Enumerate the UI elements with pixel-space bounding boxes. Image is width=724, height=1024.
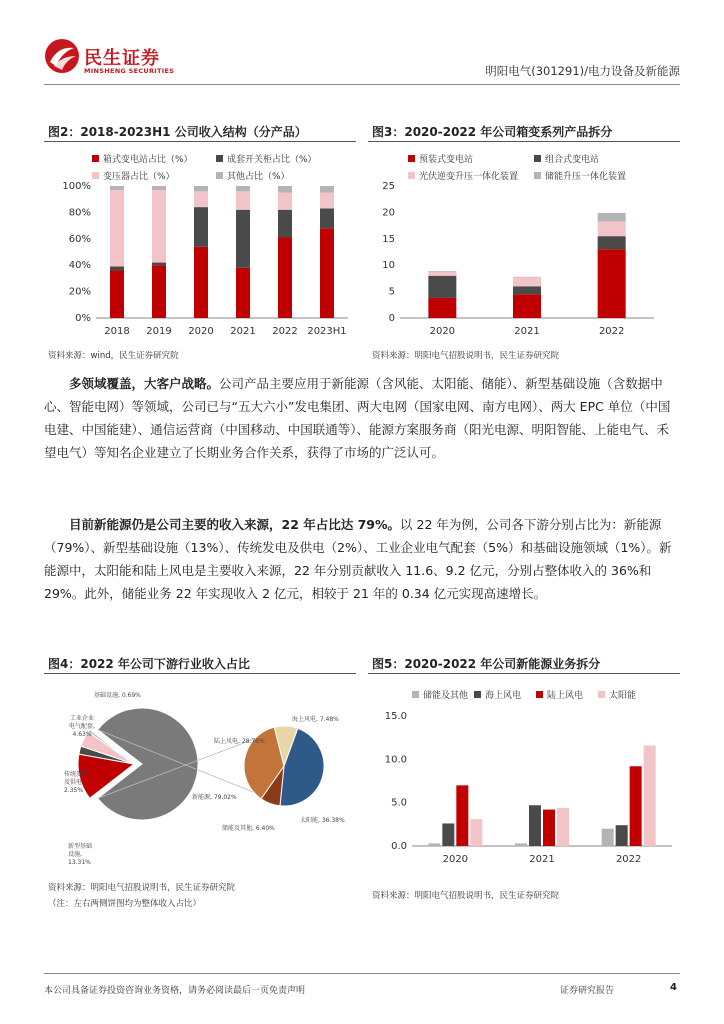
fig5-xtick-2: 2022: [615, 854, 642, 865]
fig3-bar-1-1: [513, 286, 541, 294]
fig3-ytick-4: 20: [382, 207, 395, 219]
fig2-bar-0-0: [110, 270, 124, 318]
fig5-source: 资料来源：明阳电气招股说明书，民生证券研究院: [372, 891, 560, 901]
fig2-bar-2-4: [278, 193, 292, 210]
fig5-bar-2-0: [456, 785, 468, 846]
fig2-bar-0-4: [278, 237, 292, 318]
fig5-bar-1-0: [442, 823, 454, 846]
fig5-bar-3-2: [644, 745, 656, 846]
fig3-ytick-2: 10: [382, 260, 395, 272]
fig3-title-rule: [368, 141, 680, 142]
fig5-xtick-0: 2020: [442, 854, 469, 865]
fig3-bar-2-1: [513, 277, 541, 286]
fig3-bar-0-0: [428, 298, 456, 318]
fig4-title-rule: [44, 673, 356, 674]
paragraph-customers: [44, 372, 680, 464]
footer-disclaimer: 本公司具备证券投资咨询业务资格，请务必阅读最后一页免责声明: [44, 986, 306, 996]
fig2-xtick-4: 2022: [272, 326, 298, 337]
fig5-bar-2-1: [543, 810, 555, 846]
fig5-legend-item-2: [536, 688, 583, 701]
fig5-ytick-1: 5.0: [391, 797, 407, 809]
fig4-label-industrial: 工业企业电气配套, 4.63%: [69, 715, 95, 738]
fig4-label-solar: 太阳能, 36.38%: [300, 817, 345, 824]
fig2-bar-2-0: [110, 190, 124, 267]
fig3-ytick-3: 15: [382, 233, 395, 245]
fig2-bar-0-1: [152, 265, 166, 318]
footer-divider: [44, 973, 680, 974]
fig5-chart: [368, 704, 680, 874]
fig3-bar-3-1: [513, 277, 541, 278]
fig2-ytick-3: 60%: [68, 233, 91, 245]
fig5-legend-item-0: [412, 688, 468, 701]
fig5-legend-swatch-1: [474, 691, 481, 698]
fig4-source: 资料来源：明阳电气招股说明书，民生证券研究院: [48, 883, 236, 893]
paragraph-revenue-body: 以 22 年为例，公司各下游分别占比为：新能源（79%）、新型基础设施（13%）、传统发电及供电（2%）、工业企业电气配套（5%）和基础设施领域（1%）。新能源中，太阳能和陆上风电是主要收入来源，22 年分别贡献收入 11.6、9.2 亿元，分别占整体收入的 36%和 29%。此外，储能业务 22 年实现收入 2 亿元，相较于 21 年的 0.34 亿元实现高速增长。: [44, 517, 672, 601]
fig5-ytick-3: 15.0: [384, 711, 407, 722]
fig3-bar-0-2: [598, 249, 626, 318]
fig2-bar-1-5: [320, 208, 334, 228]
fig5-bar-0-0: [428, 843, 440, 846]
fig4-label-offshore-wind: 海上风电, 7.48%: [292, 716, 339, 723]
fig2-bar-0-2: [194, 247, 208, 318]
fig4-note: （注：左右两侧饼图均为整体收入占比）: [48, 899, 202, 909]
fig5-legend-label-1: 海上风电: [485, 691, 522, 701]
fig3-legend-item-0: [408, 152, 473, 165]
fig2-ytick-2: 40%: [68, 260, 91, 272]
fig2-bar-3-5: [320, 186, 334, 193]
fig5-bar-3-0: [470, 819, 482, 846]
fig2-ytick-0: 0%: [75, 313, 91, 324]
fig3-legend-swatch-1: [534, 155, 541, 162]
fig2-bar-3-4: [278, 186, 292, 193]
page-number: 4: [670, 982, 677, 993]
fig5-bar-3-1: [557, 808, 569, 846]
fig3-bar-3-0: [428, 271, 456, 272]
fig3-legend-item-1: [534, 152, 599, 165]
fig2-bar-2-2: [194, 191, 208, 207]
fig2-bar-2-5: [320, 193, 334, 209]
fig2-xtick-3: 2021: [230, 326, 256, 337]
fig2-legend-label-3: 其他占比（%）: [227, 172, 290, 182]
fig3-chart: [368, 176, 680, 346]
fig2-legend-item-1: [216, 152, 317, 165]
footer-report-type: 证券研究报告: [560, 986, 615, 996]
fig2-legend-item-0: [92, 152, 193, 165]
fig5-legend-label-3: 太阳能: [609, 691, 637, 701]
fig2-ytick-1: 20%: [68, 286, 91, 298]
fig2-xtick-0: 2018: [104, 326, 130, 337]
fig2-title: 图2：2018-2023H1 公司收入结构（分产品）: [48, 125, 307, 139]
fig2-ytick-4: 80%: [68, 207, 91, 219]
fig2-xtick-5: 2023H1: [307, 326, 347, 337]
fig2-bar-3-2: [194, 186, 208, 191]
fig2-bar-3-1: [152, 186, 166, 190]
fig3-ytick-0: 0: [388, 313, 395, 324]
fig5-legend-item-1: [474, 688, 521, 701]
fig3-source: 资料来源：明阳电气招股说明书，民生证券研究院: [372, 351, 560, 361]
fig5-legend-label-2: 陆上风电: [547, 691, 584, 701]
paragraph-revenue-source: [44, 513, 680, 605]
fig3-legend-label-0: 预装式变电站: [419, 155, 474, 165]
fig4-label-new-energy: 新能源, 79.02%: [192, 794, 237, 801]
minsheng-logo-icon: [44, 38, 80, 74]
fig3-bar-2-0: [428, 272, 456, 276]
fig5-ytick-0: 0.0: [391, 841, 407, 852]
fig3-bar-1-2: [598, 236, 626, 249]
brand-name-cn: 民生证券: [84, 48, 160, 69]
fig3-bar-3-2: [598, 213, 626, 221]
fig3-bar-1-0: [428, 276, 456, 298]
fig4-label-infrastructure: 基础设施, 0.69%: [94, 692, 141, 699]
paragraph-customers-lead: 多领域覆盖，大客户战略。: [69, 376, 220, 391]
fig2-xtick-1: 2019: [146, 326, 172, 337]
header-report-subject: 明阳电气(301291)/电力设备及新能源: [485, 64, 680, 78]
fig5-xtick-1: 2021: [529, 854, 555, 865]
fig5-bar-2-2: [630, 766, 642, 846]
fig2-bar-3-0: [110, 186, 124, 190]
fig3-ytick-5: 25: [382, 181, 395, 192]
fig5-bar-0-2: [602, 829, 614, 846]
fig3-legend-label-3: 储能升压一体化装置: [545, 172, 627, 182]
brand-name-en: MINSHENG SECURITIES: [84, 67, 175, 75]
fig2-chart: [44, 176, 356, 346]
page-header: [0, 0, 724, 84]
fig3-ytick-1: 5: [388, 286, 395, 298]
fig2-title-rule: [44, 141, 356, 142]
fig5-bar-1-1: [529, 805, 541, 846]
fig5-legend-swatch-0: [412, 691, 419, 698]
fig2-bar-3-3: [236, 186, 250, 191]
fig2-bar-0-3: [236, 268, 250, 318]
fig3-xtick-1: 2021: [514, 326, 540, 337]
fig3-title: 图3：2020-2022 年公司箱变系列产品拆分: [372, 125, 613, 139]
fig3-xtick-0: 2020: [429, 326, 456, 337]
fig5-title-rule: [368, 673, 680, 674]
fig2-legend-swatch-0: [92, 155, 99, 162]
fig2-source: 资料来源：wind，民生证券研究院: [48, 351, 179, 361]
fig2-legend-swatch-1: [216, 155, 223, 162]
fig5-title: 图5：2020-2022 年公司新能源业务拆分: [372, 657, 601, 671]
fig2-legend-label-1: 成套开关柜占比（%）: [227, 155, 317, 165]
fig5-legend-item-3: [598, 688, 636, 701]
fig4-label-new-infra: 新型基础设施, 13.31%: [68, 843, 93, 866]
fig5-legend-swatch-3: [598, 691, 605, 698]
fig2-bar-1-0: [110, 267, 124, 271]
fig2-bar-1-3: [236, 210, 250, 268]
fig2-bar-1-4: [278, 210, 292, 238]
fig3-legend-label-2: 光伏逆变升压一体化装置: [419, 172, 519, 182]
fig3-legend-swatch-0: [408, 155, 415, 162]
paragraph-customers-body: 公司产品主要应用于新能源（含风能、太阳能、储能）、新型基础设施（含数据中心、智能电网）等领域，公司已与“五大六小”发电集团、两大电网（国家电网、南方电网）、两大 EPC 单位（中国电建、中国能建）、通信运营商（中国移动、中国联通等）、能源方案服务商（阳光电源、明阳智能、上能电气、禾望电气）等知名企业建立了长期业务合作关系，获得了市场的广泛认可。: [44, 376, 671, 460]
fig5-legend-swatch-2: [536, 691, 543, 698]
fig2-bar-2-3: [236, 191, 250, 209]
fig3-bar-2-2: [598, 221, 626, 236]
fig3-xtick-2: 2022: [598, 326, 625, 337]
fig2-bar-1-2: [194, 207, 208, 247]
fig2-bar-0-5: [320, 228, 334, 318]
fig5-ytick-2: 10.0: [384, 754, 407, 766]
fig2-xtick-2: 2020: [188, 326, 214, 337]
fig4-title: 图4：2022 年公司下游行业收入占比: [48, 657, 250, 671]
fig2-legend-label-0: 箱式变电站占比（%）: [103, 155, 193, 165]
paragraph-revenue-lead: 目前新能源仍是公司主要的收入来源，22 年占比达 79%。: [69, 517, 401, 532]
header-divider: [44, 84, 680, 85]
fig3-bar-0-1: [513, 294, 541, 318]
fig2-ytick-5: 100%: [62, 181, 91, 192]
fig2-legend-label-2: 变压器占比（%）: [103, 172, 175, 182]
fig4-chart: [44, 678, 356, 878]
fig5-bar-0-1: [515, 843, 527, 846]
fig4-label-onshore-wind: 陆上风电, 28.76%: [214, 738, 265, 745]
fig4-label-traditional: 传统发电及供电, 2.35%: [64, 771, 89, 794]
fig3-legend-label-1: 组合式变电站: [545, 155, 600, 165]
fig2-bar-2-1: [152, 190, 166, 263]
fig4-label-storage: 储能及其他, 6.40%: [222, 825, 275, 832]
fig2-bar-1-1: [152, 263, 166, 266]
fig5-bar-1-2: [616, 825, 628, 846]
fig5-legend-label-0: 储能及其他: [423, 691, 469, 701]
